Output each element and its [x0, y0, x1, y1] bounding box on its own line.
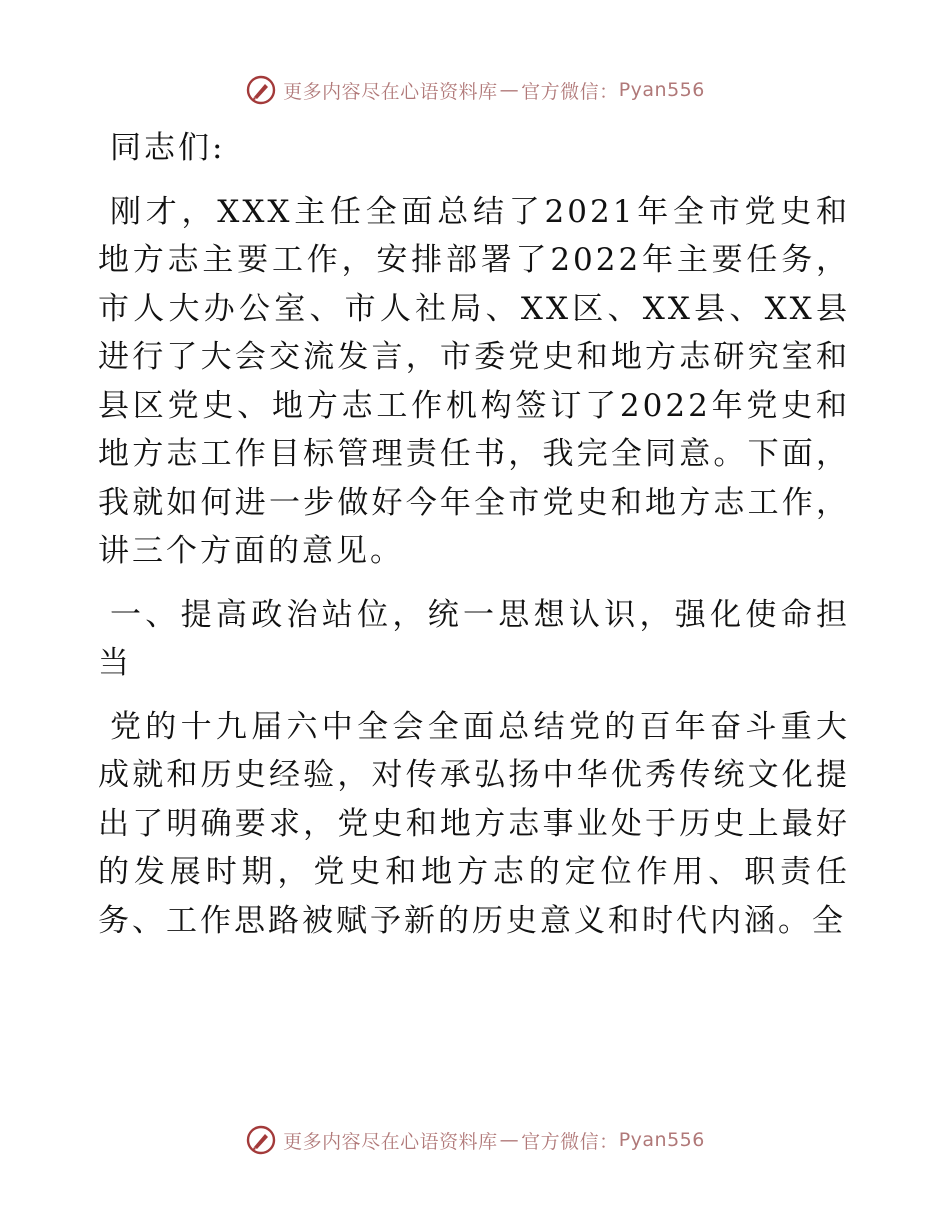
watermark-label: 官方微信： — [521, 80, 619, 103]
paragraph-intro: 刚才，XXX主任全面总结了2021年全市党史和地方志主要工作，安排部署了2022年主要任务，市人大办公室、市人社局、XX区、XX县、XX县进行了大会交流发言，市委党史和地方志研究室和县区党史、地方志工作机构签订了2022年党史和地方志工作目标管理责任书，我完全同意。下面，我就如何进一步做好今年全市党史和地方志工作，讲三个方面的意见。 — [98, 193, 850, 569]
seal-pen-icon — [245, 1124, 277, 1156]
watermark-label: 官方微信： — [521, 1130, 619, 1153]
watermark-brand: 更多内容尽在心语资料库 — [283, 80, 498, 103]
watermark-brand: 更多内容尽在心语资料库 — [283, 1130, 498, 1153]
watermark-wechat-id: Pyan556 — [618, 79, 705, 101]
watermark-separator: — — [499, 1129, 520, 1151]
watermark-footer — [0, 1120, 950, 1160]
section-heading-1: 一、提高政治站位，统一思想认识，强化使命担当 — [98, 596, 850, 681]
salutation: 同志们: — [110, 130, 226, 166]
seal-pen-icon — [245, 74, 277, 106]
paragraph-section-1: 党的十九届六中全会全面总结党的百年奋斗重大成就和历史经验，对传承弘扬中华优秀传统文化提出了明确要求，党史和地方志事业处于历史上最好的发展时期，党史和地方志的定位作用、职责任务、工作思路被赋予新的历史意义和时代内涵。全 — [98, 708, 850, 939]
watermark-separator: — — [499, 79, 520, 101]
document-body — [98, 124, 850, 960]
watermark-header — [0, 70, 950, 110]
watermark-wechat-id: Pyan556 — [618, 1129, 705, 1151]
